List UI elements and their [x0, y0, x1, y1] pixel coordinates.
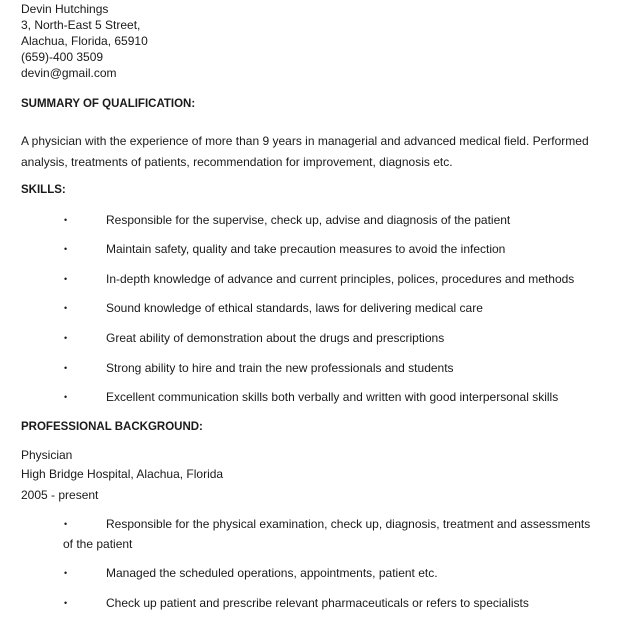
job-title: Physician	[21, 448, 73, 462]
skill-text: Sound knowledge of ethical standards, laws for delivering medical care	[106, 301, 483, 315]
bullet-icon: •	[64, 215, 68, 225]
skill-text: Responsible for the supervise, check up, advise and diagnosis of the patient	[106, 213, 511, 227]
skill-text: Excellent communication skills both verbally and written with good interpersonal skills	[106, 390, 559, 404]
summary-heading: SUMMARY OF QUALIFICATION:	[21, 98, 196, 110]
city-address: Alachua, Florida, 65910	[21, 34, 148, 48]
skills-heading: SKILLS:	[21, 184, 66, 196]
duty-text-continued: of the patient	[63, 537, 133, 551]
duty-text: Check up patient and prescribe relevant pharmaceuticals or refers to specialists	[106, 596, 529, 610]
bullet-icon: •	[64, 244, 68, 254]
employer: High Bridge Hospital, Alachua, Florida	[21, 467, 224, 481]
duty-text: Managed the scheduled operations, appointments, patient etc.	[106, 566, 438, 580]
bullet-icon: •	[64, 333, 68, 343]
candidate-name: Devin Hutchings	[21, 2, 109, 16]
summary-text: A physician with the experience of more than 9 years in managerial and advanced medical field. Performed analysis, treatments of patients, recommendation for improvement, diagnosis etc.	[21, 134, 589, 169]
bullet-icon: •	[64, 274, 68, 284]
skill-text: Great ability of demonstration about the drugs and prescriptions	[106, 331, 445, 345]
bullet-icon: •	[64, 568, 68, 578]
bullet-icon: •	[64, 303, 68, 313]
bullet-icon: •	[64, 363, 68, 373]
phone-number: (659)-400 3509	[21, 50, 104, 64]
bullet-icon: •	[64, 392, 68, 402]
skill-text: In-depth knowledge of advance and current principles, polices, procedures and methods	[106, 272, 575, 286]
skill-text: Maintain safety, quality and take precaution measures to avoid the infection	[106, 242, 506, 256]
background-heading: PROFESSIONAL BACKGROUND:	[21, 421, 203, 433]
employment-period: 2005 - present	[21, 488, 99, 502]
bullet-icon: •	[64, 598, 68, 608]
email-address: devin@gmail.com	[21, 66, 117, 80]
skill-text: Strong ability to hire and train the new professionals and students	[106, 361, 454, 375]
street-address: 3, North-East 5 Street,	[21, 18, 141, 32]
duty-text: Responsible for the physical examination, check up, diagnosis, treatment and assessments	[106, 517, 591, 531]
bullet-icon: •	[64, 519, 68, 529]
